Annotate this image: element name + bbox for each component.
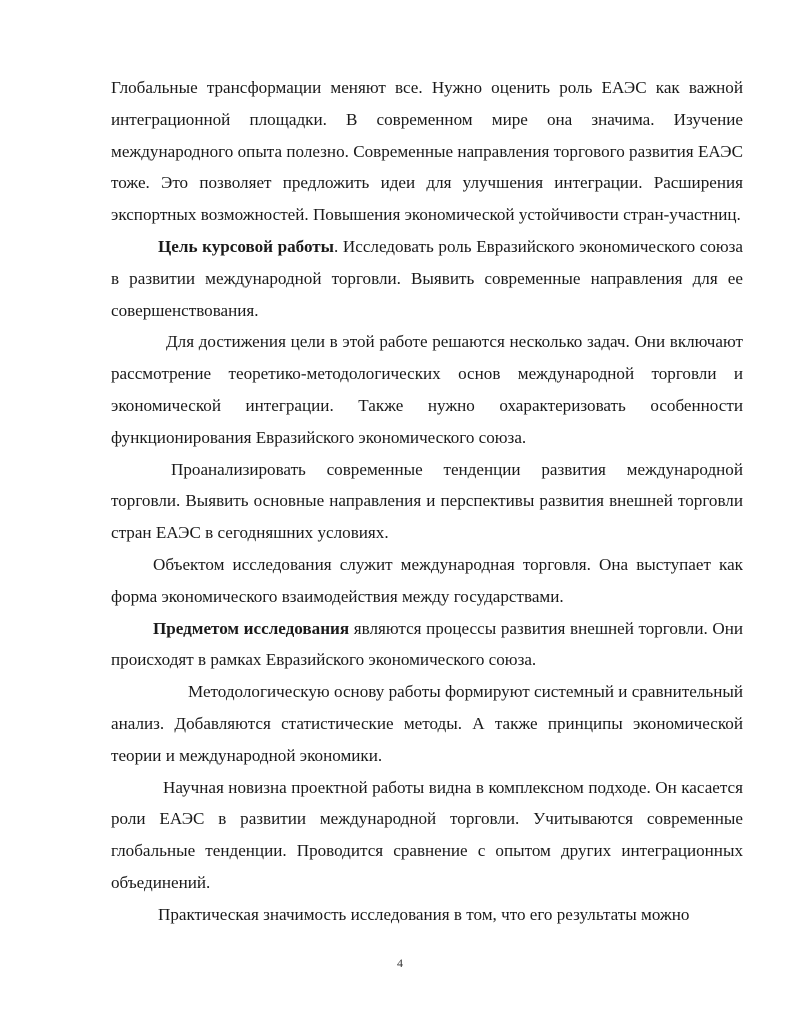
paragraph-analysis [111, 454, 743, 549]
paragraph-goal [111, 231, 743, 326]
paragraph-tasks [111, 326, 743, 453]
paragraph-text: Проанализировать современные тенденции развития международной торговли. Выявить основные направления и перспективы развития внешней торговли стран ЕАЭС в сегодняшних условиях. [111, 459, 743, 543]
paragraph-novelty [111, 772, 743, 899]
paragraph-intro [111, 72, 743, 231]
paragraph-subject [111, 613, 743, 677]
paragraph-text: являются процессы развития внешней торговли. Они происходят в рамках Евразийского экономического союза. [111, 618, 743, 670]
paragraph-text: Практическая значимость исследования в том, что его результаты можно [158, 904, 690, 924]
paragraph-text: . Исследовать роль Евразийского экономического союза в развитии международной торговли. Выявить современные направления для ее совершенствования. [111, 236, 743, 320]
paragraph-text: Объектом исследования служит международная торговля. Она выступает как форма экономического взаимодействия между государствами. [111, 554, 743, 606]
paragraph-methodology [111, 676, 743, 771]
paragraph-significance [111, 899, 743, 931]
paragraph-text: Научная новизна проектной работы видна в комплексном подходе. Он касается роли ЕАЭС в развитии международной торговли. Учитываются современные глобальные тенденции. Проводится сравнение с опытом других интеграционных объединений. [111, 777, 743, 892]
paragraph-object [111, 549, 743, 613]
page-number: 4 [397, 956, 403, 970]
paragraph-bold-lead: Цель курсовой работы [158, 236, 335, 256]
paragraph-text: Методологическую основу работы формируют системный и сравнительный анализ. Добавляются статистические методы. А также принципы экономической теории и международной экономики. [111, 682, 743, 765]
paragraph-bold-lead: Предметом исследования [153, 618, 350, 638]
paragraph-text: Глобальные трансформации меняют все. Нужно оценить роль ЕАЭС как важной интеграционной площадки. В современном мире она значима. Изучение международного опыта полезно. Современные направления торгового развития ЕАЭС тоже. Это позволяет предложить идеи для улучшения интеграции. Расширения экспортных возможностей. Повышения экономической устойчивости стран-участниц. [111, 78, 743, 225]
paragraph-text: Для достижения цели в этой работе решаются несколько задач. Они включают рассмотрение теоретико-методологических основ международной торговли и экономической интеграции. Также нужно охарактеризовать особенности функционирования Евразийского экономического союза. [111, 332, 743, 447]
document-body [111, 72, 743, 931]
